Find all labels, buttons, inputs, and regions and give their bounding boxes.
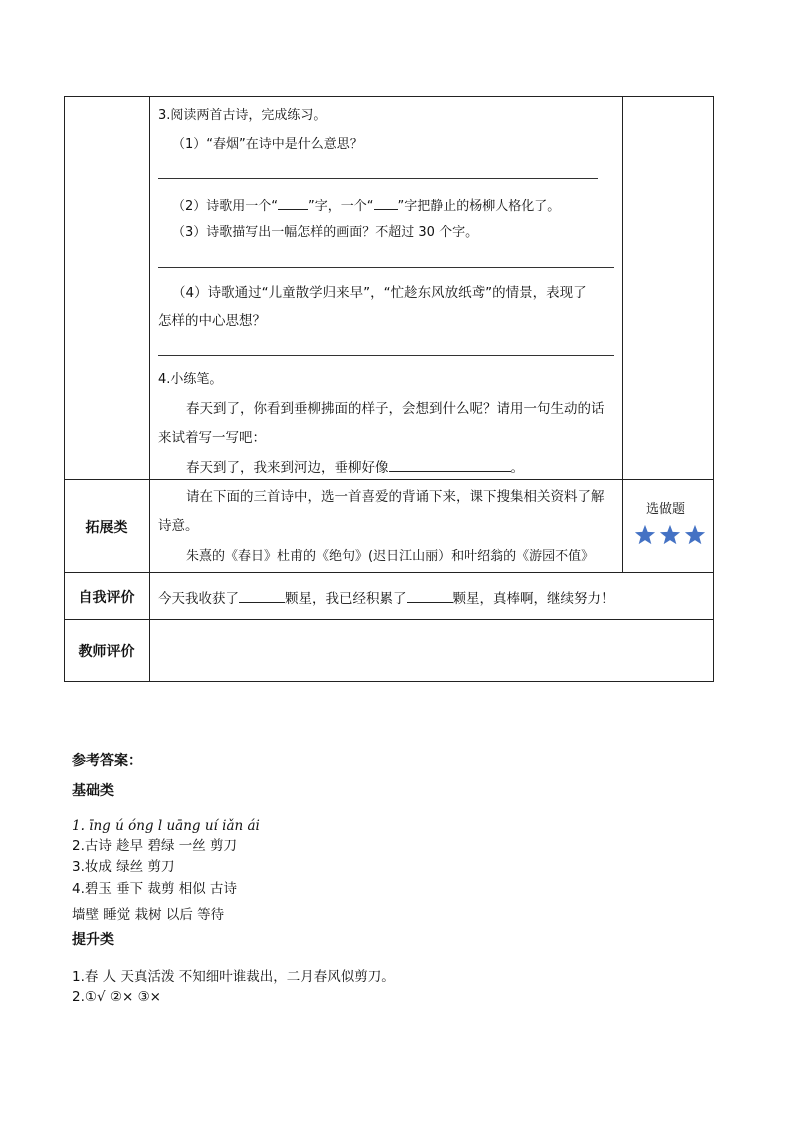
answers-heading: 参考答案： [72, 753, 142, 769]
answer-line-basic-4: 4.碧玉 垂下 裁剪 相似 古诗 [72, 881, 238, 897]
q3-part2-c: ”字把静止的杨柳人格化了。 [397, 199, 561, 214]
self-eval-text [158, 588, 615, 608]
answer-line-basic-3: 3.妆成 绿丝 剪刀 [72, 859, 175, 875]
table-divider [622, 96, 623, 572]
q4-line3-a: 春天到了，我来到河边，垂柳好像 [186, 460, 389, 476]
q3-title: 3.阅读两首古诗，完成练习。 [158, 108, 327, 123]
answer-line[interactable] [158, 355, 614, 356]
self-eval-a: 今天我收获了 [158, 591, 239, 607]
table-divider [64, 572, 714, 573]
q4-line3-b: 。 [510, 460, 524, 476]
answer-line-advance-1: 1.春 人 天真活泼 不知细叶谁裁出，二月春风似剪刀。 [72, 969, 395, 985]
q4-line3 [186, 457, 524, 477]
q3-part2-b: ”字，一个“ [308, 199, 374, 214]
q3-part2-a: （2）诗歌用一个“ [172, 199, 279, 214]
category-self-eval: 自我评价 [78, 590, 135, 606]
extend-line2: 诗意。 [158, 518, 199, 534]
category-extend: 拓展类 [85, 520, 128, 536]
table-divider [64, 479, 714, 480]
star-icon [634, 524, 656, 546]
answers-basic-label: 基础类 [72, 783, 114, 799]
answer-line-basic-5: 墙壁 睡觉 栽树 以后 等待 [72, 907, 225, 923]
star-icon [684, 524, 706, 546]
star-icon [659, 524, 681, 546]
q3-part1: （1）“春烟”在诗中是什么意思？ [172, 137, 363, 152]
extend-line1: 请在下面的三首诗中，选一首喜爱的背诵下来，课下搜集相关资料了解 [186, 489, 605, 505]
q3-part2 [172, 195, 560, 216]
self-eval-c: 颗星，真棒啊，继续努力！ [452, 591, 615, 607]
fill-blank[interactable] [389, 457, 511, 472]
q3-part3: （3）诗歌描写出一幅怎样的画面？不超过 30 个字。 [172, 225, 479, 240]
fill-blank[interactable] [278, 195, 308, 210]
q4-title: 4.小练笔。 [158, 372, 223, 387]
table-divider [149, 96, 150, 682]
answers-advance-label: 提升类 [72, 932, 114, 948]
answer-line[interactable] [158, 267, 614, 268]
optional-label: 选做题 [646, 502, 686, 517]
q3-part4a: （4）诗歌通过“儿童散学归来早”，“忙趁东风放纸鸢”的情景，表现了 [172, 285, 587, 301]
answer-line[interactable] [158, 178, 598, 179]
answer-line-basic-1: 1. īng ú óng l uāng uí iǎn ái [72, 818, 260, 834]
fill-blank[interactable] [374, 195, 398, 210]
answer-line-advance-2: 2.①√ ②× ③× [72, 989, 161, 1005]
answer-line-basic-2: 2.古诗 趁早 碧绿 一丝 剪刀 [72, 838, 238, 854]
table-divider [64, 619, 714, 620]
self-eval-b: 颗星，我已经积累了 [285, 591, 407, 607]
q3-part4b: 怎样的中心思想？ [158, 313, 266, 329]
extend-line3: 朱熹的《春日》杜甫的《绝句》(迟日江山丽）和叶绍翁的《游园不值》 [186, 549, 595, 564]
category-teacher-eval: 教师评价 [78, 644, 135, 660]
fill-blank[interactable] [239, 588, 285, 603]
q4-line2: 来试着写一写吧： [158, 430, 266, 446]
q4-line1: 春天到了，你看到垂柳拂面的样子，会想到什么呢？请用一句生动的话 [186, 401, 605, 417]
fill-blank[interactable] [407, 588, 453, 603]
